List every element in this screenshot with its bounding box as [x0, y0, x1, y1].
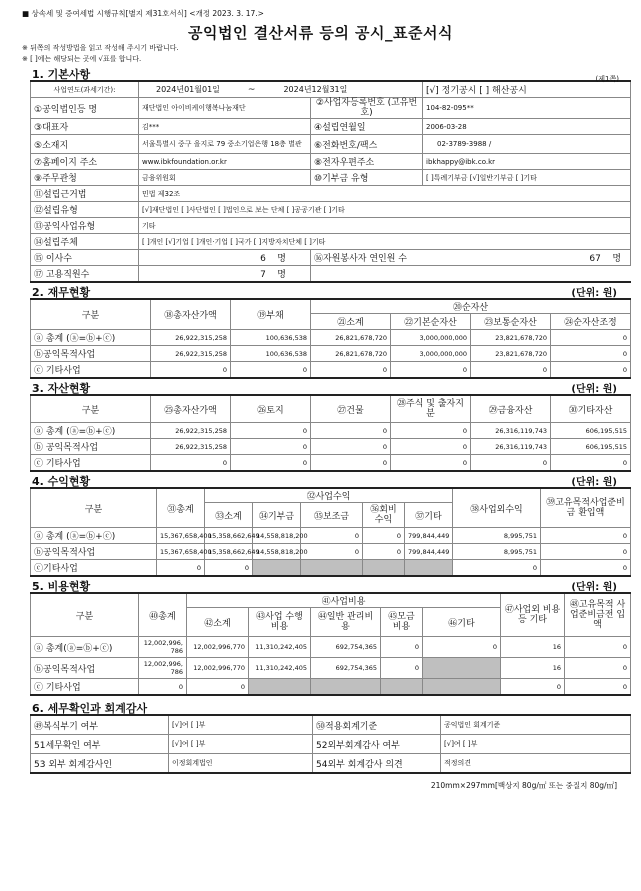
cell: 23,821,678,720 — [471, 330, 551, 346]
h-reserve-transfer: ㊽고유목적 사업준비금전 입액 — [565, 593, 631, 637]
h-ordinary-net: ㉓보통순자산 — [471, 314, 551, 330]
h-total-assets: ⑱총자산가액 — [151, 299, 231, 330]
label-bookkeeping: ㊾복식부기 여부 — [31, 715, 169, 735]
value-tax-check: [√]여 [ ]부 — [169, 735, 313, 754]
h-subtotal: ㉑소계 — [311, 314, 391, 330]
cell: 0 — [151, 362, 231, 379]
cell: 0 — [453, 560, 541, 577]
h-other: ㊻기타 — [423, 608, 501, 637]
disclosure-type: [√] 정기공시 [ ] 해산공시 — [423, 81, 631, 98]
label-phone: ⑥전화번호/팩스 — [311, 135, 423, 154]
cell: 15,358,662,649 — [205, 544, 253, 560]
cell: 0 — [363, 528, 405, 544]
paper-spec: 210mm×297mm[백상지 80g/㎡ 또는 중질지 80g/㎡] — [430, 781, 617, 790]
cell: 15,358,662,649 — [205, 528, 253, 544]
cell: 0 — [151, 455, 231, 472]
row-label: ⓒ기타사업 — [31, 560, 157, 577]
h-other: ㉚기타자산 — [551, 395, 631, 423]
cell: 0 — [551, 455, 631, 472]
tax-audit-table — [30, 714, 631, 774]
label-basis-law: ⑪설립근거법 — [31, 186, 139, 202]
h-category: 구분 — [31, 395, 151, 423]
h-nonbiz-expense: ㊼사업외 비용 등 기타 — [501, 593, 565, 637]
value-auditor: 이정회계법인 — [169, 754, 313, 774]
row-label: ⓐ 총계(ⓐ=ⓑ+ⓒ) — [31, 637, 139, 658]
shaded-cell — [423, 658, 501, 679]
label-employees: ⑰ 고용직원수 — [31, 266, 139, 283]
fiscal-year-label: 사업연도(과세기간): — [31, 81, 139, 98]
financial-table — [30, 298, 631, 379]
label-ceo: ③대표자 — [31, 119, 139, 135]
section-4-title: 4. 수익현황 (단위: 원) — [32, 475, 617, 488]
shaded-cell — [423, 679, 501, 696]
h-admin: ㊹일반 관리비용 — [311, 608, 381, 637]
cell: 692,754,365 — [311, 658, 381, 679]
row-label: ⓒ 기타사업 — [31, 455, 151, 472]
cell: 3,000,000,000 — [391, 330, 471, 346]
cell: 0 — [311, 455, 391, 472]
note-2: ※ [ ]에는 해당되는 곳에 √표를 합니다. — [22, 55, 142, 63]
value-name: 재단법인 아이비케이행복나눔재단 — [139, 98, 311, 119]
cell: 100,636,538 — [231, 330, 311, 346]
expense-table — [30, 592, 631, 696]
label-est-type: ⑫설립유형 — [31, 202, 139, 218]
cell: 0 — [231, 423, 311, 439]
label-name: ①공익법인등 명 — [31, 98, 139, 119]
section-1-title: 1. 기본사항 — [32, 68, 91, 81]
volunteers: ⑯자원봉사자 연인원 수 67 명 — [311, 250, 631, 266]
revenue-table — [30, 487, 631, 577]
cell: 8,995,751 — [453, 528, 541, 544]
empty-cell — [311, 266, 631, 283]
law-reference: ■ 상속세 및 증여세법 시행규칙[별지 제31호서식] <개정 2023. 3. 17.> — [22, 9, 264, 18]
row-label: ⓑ공익목적사업 — [31, 346, 151, 362]
h-subsidy: ㉟보조금 — [301, 503, 363, 528]
value-founded: 2006-03-28 — [423, 119, 631, 135]
cell: 0 — [391, 439, 471, 455]
cell: 26,821,678,720 — [311, 346, 391, 362]
cell: 606,195,515 — [551, 423, 631, 439]
row-label: ⓑ공익목적사업 — [31, 544, 157, 560]
cell: 0 — [551, 330, 631, 346]
cell: 26,922,315,258 — [151, 346, 231, 362]
cell: 0 — [381, 637, 423, 658]
cell: 14,558,818,200 — [253, 528, 301, 544]
section-2-title: 2. 재무현황 (단위: 원) — [32, 286, 617, 299]
cell: 0 — [231, 439, 311, 455]
cell: 799,844,449 — [405, 544, 453, 560]
cell: 0 — [139, 679, 187, 696]
cell: 11,310,242,405 — [249, 637, 311, 658]
cell: 12,002,996,786 — [139, 637, 187, 658]
value-basis-law: 민법 제32조 — [139, 186, 631, 202]
cell: 0 — [311, 362, 391, 379]
label-auditor: 53 외부 회계감사인 — [31, 754, 169, 774]
cell: 16 — [501, 637, 565, 658]
value-est-type: [√]재단법인 [ ]사단법인 [ ]법인으로 보는 단체 [ ]공공기관 [ ]기타 — [139, 202, 631, 218]
cell: 692,754,365 — [311, 637, 381, 658]
cell: 0 — [551, 362, 631, 379]
row-label: ⓑ 공익목적사업 — [31, 439, 151, 455]
cell: 0 — [391, 455, 471, 472]
cell: 100,636,538 — [231, 346, 311, 362]
value-employees: 7 명 — [139, 266, 311, 283]
cell: 0 — [205, 560, 253, 577]
cell: 16 — [501, 658, 565, 679]
shaded-cell — [249, 679, 311, 696]
cell: 0 — [311, 439, 391, 455]
section-5-title: 5. 비용현황 (단위: 원) — [32, 580, 617, 593]
value-founder: [ ]개인 [√]기업 [ ]개인·기업 [ ]국가 [ ]지방자치단체 [ ]기타 — [139, 234, 631, 250]
h-subtotal: ㊷소계 — [187, 608, 249, 637]
h-fundraising: ㊺모금 비용 — [381, 608, 423, 637]
value-biz-type: 기타 — [139, 218, 631, 234]
cell: 0 — [565, 679, 631, 696]
label-accounting-std: ㊿적용회계기준 — [313, 715, 441, 735]
label-directors: ⑮ 이사수 — [31, 250, 139, 266]
label-donation-type: ⑩기부금 유형 — [311, 170, 423, 186]
h-category: 구분 — [31, 593, 139, 637]
cell: 0 — [471, 362, 551, 379]
value-homepage: www.ibkfoundation.or.kr — [139, 154, 311, 170]
cell: 0 — [565, 637, 631, 658]
shaded-cell — [363, 560, 405, 577]
form-page — [10, 0, 631, 791]
label-founded: ④설립연월일 — [311, 119, 423, 135]
section-6-title: 6. 세무확인과 회계감사 — [32, 702, 148, 715]
h-nonbiz: ㊳사업외수익 — [453, 488, 541, 528]
shaded-cell — [405, 560, 453, 577]
value-phone: 02-3789-3988 / — [423, 135, 631, 154]
value-bizno: 104-82-095** — [423, 98, 631, 119]
h-stock: ㉘주식 및 출자지분 — [391, 395, 471, 423]
cell: 15,367,658,400 — [157, 528, 205, 544]
cell: 12,002,996,786 — [139, 658, 187, 679]
row-label: ⓒ 기타사업 — [31, 362, 151, 379]
value-address: 서울특별시 중구 을지로 79 중소기업은행 18층 별관 — [139, 135, 311, 154]
cell: 0 — [501, 679, 565, 696]
label-homepage: ⑦홈페이지 주소 — [31, 154, 139, 170]
cell: 0 — [157, 560, 205, 577]
value-authority: 금융위원회 — [139, 170, 311, 186]
row-label: ⓒ 기타사업 — [31, 679, 139, 696]
cell: 26,821,678,720 — [311, 330, 391, 346]
cell: 0 — [311, 423, 391, 439]
h-category: 구분 — [31, 299, 151, 330]
h-subtotal: ㉝소계 — [205, 503, 253, 528]
basic-info-table — [30, 80, 631, 283]
cell: 0 — [551, 346, 631, 362]
h-basic-net: ㉒기본순자산 — [391, 314, 471, 330]
h-financial: ㉙금융자산 — [471, 395, 551, 423]
h-operating: ㊸사업 수행비용 — [249, 608, 311, 637]
cell: 14,558,818,200 — [253, 544, 301, 560]
cell: 0 — [423, 637, 501, 658]
value-accounting-std: 공익법인 회계기준 — [441, 715, 631, 735]
fiscal-year: 2024년01월01일 ~ 2024년12월31일 — [139, 81, 423, 98]
label-authority: ⑨주무관청 — [31, 170, 139, 186]
h-reserve-return: ㊴고유목적사업준비금 환입액 — [541, 488, 631, 528]
cell: 0 — [391, 423, 471, 439]
h-land: ㉖토지 — [231, 395, 311, 423]
cell: 26,922,315,258 — [151, 439, 231, 455]
cell: 26,316,119,743 — [471, 423, 551, 439]
cell: 3,000,000,000 — [391, 346, 471, 362]
h-biz-expense: ㊶사업비용 — [187, 593, 501, 608]
cell: 0 — [301, 528, 363, 544]
shaded-cell — [311, 679, 381, 696]
h-total: ㉛총계 — [157, 488, 205, 528]
label-audit-opinion: 54외부 회계감사 의견 — [313, 754, 441, 774]
h-category: 구분 — [31, 488, 157, 528]
cell: 26,922,315,258 — [151, 423, 231, 439]
cell: 15,367,658,400 — [157, 544, 205, 560]
cell: 0 — [231, 362, 311, 379]
h-other: ㊲기타 — [405, 503, 453, 528]
cell: 0 — [187, 679, 249, 696]
value-bookkeeping: [√]여 [ ]부 — [169, 715, 313, 735]
h-liabilities: ⑲부채 — [231, 299, 311, 330]
cell: 26,922,315,258 — [151, 330, 231, 346]
label-biz-type: ⑬공익사업유형 — [31, 218, 139, 234]
cell: 0 — [363, 544, 405, 560]
row-label: ⓑ공익목적사업 — [31, 658, 139, 679]
cell: 0 — [541, 544, 631, 560]
cell: 12,002,996,770 — [187, 658, 249, 679]
h-total: ㉕총자산가액 — [151, 395, 231, 423]
label-address: ⑤소재지 — [31, 135, 139, 154]
value-email: ibkhappy@ibk.co.kr — [423, 154, 631, 170]
cell: 0 — [565, 658, 631, 679]
h-biz-revenue: ㉜사업수익 — [205, 488, 453, 503]
cell: 0 — [381, 658, 423, 679]
cell: 0 — [231, 455, 311, 472]
cell: 8,995,751 — [453, 544, 541, 560]
row-label: ⓐ 총계 (ⓐ=ⓑ+ⓒ) — [31, 423, 151, 439]
label-founder: ⑭설립주체 — [31, 234, 139, 250]
value-ceo: 김*** — [139, 119, 311, 135]
cell: 0 — [541, 560, 631, 577]
label-ext-audit: 52외부회계감사 여부 — [313, 735, 441, 754]
cell: 0 — [541, 528, 631, 544]
assets-table — [30, 394, 631, 472]
value-directors: 6 명 — [139, 250, 311, 266]
page-number: (제1쪽) — [595, 75, 619, 83]
shaded-cell — [253, 560, 301, 577]
h-total: ㊵총계 — [139, 593, 187, 637]
cell: 12,002,996,770 — [187, 637, 249, 658]
cell: 799,844,449 — [405, 528, 453, 544]
value-audit-opinion: 적정의견 — [441, 754, 631, 774]
h-fees: ㊱회비 수익 — [363, 503, 405, 528]
cell: 0 — [301, 544, 363, 560]
cell: 11,310,242,405 — [249, 658, 311, 679]
cell: 0 — [471, 455, 551, 472]
row-label: ⓐ 총계 (ⓐ=ⓑ+ⓒ) — [31, 330, 151, 346]
label-tax-check: 51세무확인 여부 — [31, 735, 169, 754]
h-net-assets: ⑳순자산 — [311, 299, 631, 314]
value-ext-audit: [√]여 [ ]부 — [441, 735, 631, 754]
shaded-cell — [381, 679, 423, 696]
form-title: 공익법인 결산서류 등의 공시_표준서식 — [187, 24, 453, 42]
label-email: ⑧전자우편주소 — [311, 154, 423, 170]
shaded-cell — [301, 560, 363, 577]
h-net-adjust: ㉔순자산조정 — [551, 314, 631, 330]
label-bizno: ②사업자등록번호 (고유번호) — [311, 98, 423, 119]
cell: 606,195,515 — [551, 439, 631, 455]
note-1: ※ 뒤쪽의 작성방법을 읽고 작성해 주시기 바랍니다. — [22, 44, 179, 52]
section-3-title: 3. 자산현황 (단위: 원) — [32, 382, 617, 395]
cell: 26,316,119,743 — [471, 439, 551, 455]
cell: 0 — [391, 362, 471, 379]
value-donation-type: [ ]특례기부금 [√]일반기부금 [ ]기타 — [423, 170, 631, 186]
row-label: ⓐ 총계 (ⓐ=ⓑ+ⓒ) — [31, 528, 157, 544]
h-building: ㉗건물 — [311, 395, 391, 423]
h-donation: ㉞기부금 — [253, 503, 301, 528]
cell: 23,821,678,720 — [471, 346, 551, 362]
